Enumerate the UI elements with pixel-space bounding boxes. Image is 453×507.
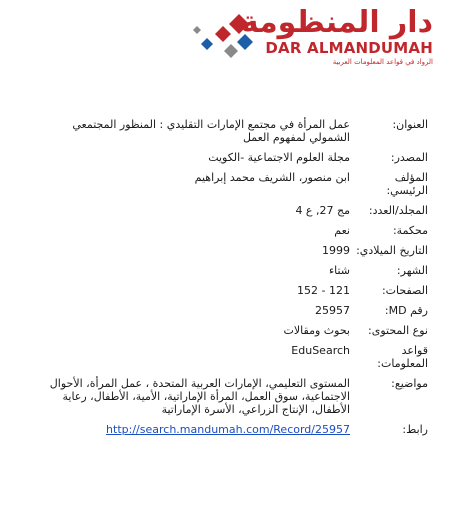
record-row-pages <box>30 284 428 297</box>
field-value: مجلة العلوم الاجتماعية -الكويت <box>208 151 350 164</box>
field-value: بحوث ومقالات <box>283 324 350 337</box>
field-label: الصفحات: <box>381 284 428 297</box>
record-row-databases <box>30 344 428 370</box>
field-value: ابن منصور، الشريف محمد إبراهيم <box>194 171 350 184</box>
logo-english-text: DAR ALMANDUMAH <box>265 39 433 57</box>
field-label: مواضيع: <box>391 377 428 390</box>
field-label: نوع المحتوى: <box>368 324 428 337</box>
record-row-source <box>30 151 428 164</box>
field-value <box>30 423 356 436</box>
field-label: التاريخ الميلادي: <box>356 244 428 257</box>
field-label: الشهر: <box>396 264 428 277</box>
publisher-logo <box>193 6 433 74</box>
record-row-peer-reviewed <box>30 224 428 237</box>
record-row-volume <box>30 204 428 217</box>
field-label: محكمة: <box>392 224 428 237</box>
field-label: رابط: <box>402 423 428 436</box>
field-value: 25957 <box>315 304 350 317</box>
record-row-year <box>30 244 428 257</box>
record-row-month <box>30 264 428 277</box>
record-row-author <box>30 171 428 197</box>
record-row-title <box>30 118 428 144</box>
field-value: المستوى التعليمي، الإمارات العربية المتحدة ، عمل المرأة، الأحوال الاجتماعية، سوق العمل، المرأة الإماراتية، الأمية، الأطفال، رعاية الأطفال، الإنتاج الزراعي، الأسرة الإماراتية <box>49 377 350 416</box>
record-row-subjects <box>30 377 428 416</box>
field-value: 1999 <box>322 244 350 257</box>
field-value: عمل المرأة في مجتمع الإمارات التقليدي : المنظور المجتمعي الشمولي لمفهوم العمل <box>72 118 350 144</box>
field-value: مج 27, ع 4 <box>295 204 350 217</box>
record-row-link <box>30 423 428 436</box>
field-label: المؤلف الرئيسي: <box>386 171 428 197</box>
logo-tagline: الرواد في قواعد المعلومات العربية <box>332 58 433 66</box>
record-row-md-number <box>30 304 428 317</box>
record-row-content-type <box>30 324 428 337</box>
field-value: شتاء <box>328 264 350 277</box>
field-label: رقم MD: <box>384 304 428 317</box>
field-label: قواعد المعلومات: <box>377 344 428 370</box>
record-link[interactable]: http://search.mandumah.com/Record/25957 <box>106 423 350 436</box>
logo-arabic-text: دار المنظومة <box>240 5 433 40</box>
record-details <box>30 118 428 443</box>
field-label: المجلد/العدد: <box>368 204 428 217</box>
field-value: 121 - 152 <box>297 284 350 297</box>
field-value: نعم <box>334 224 350 237</box>
field-value: EduSearch <box>291 344 350 357</box>
field-label: العنوان: <box>392 118 428 131</box>
field-label: المصدر: <box>390 151 428 164</box>
